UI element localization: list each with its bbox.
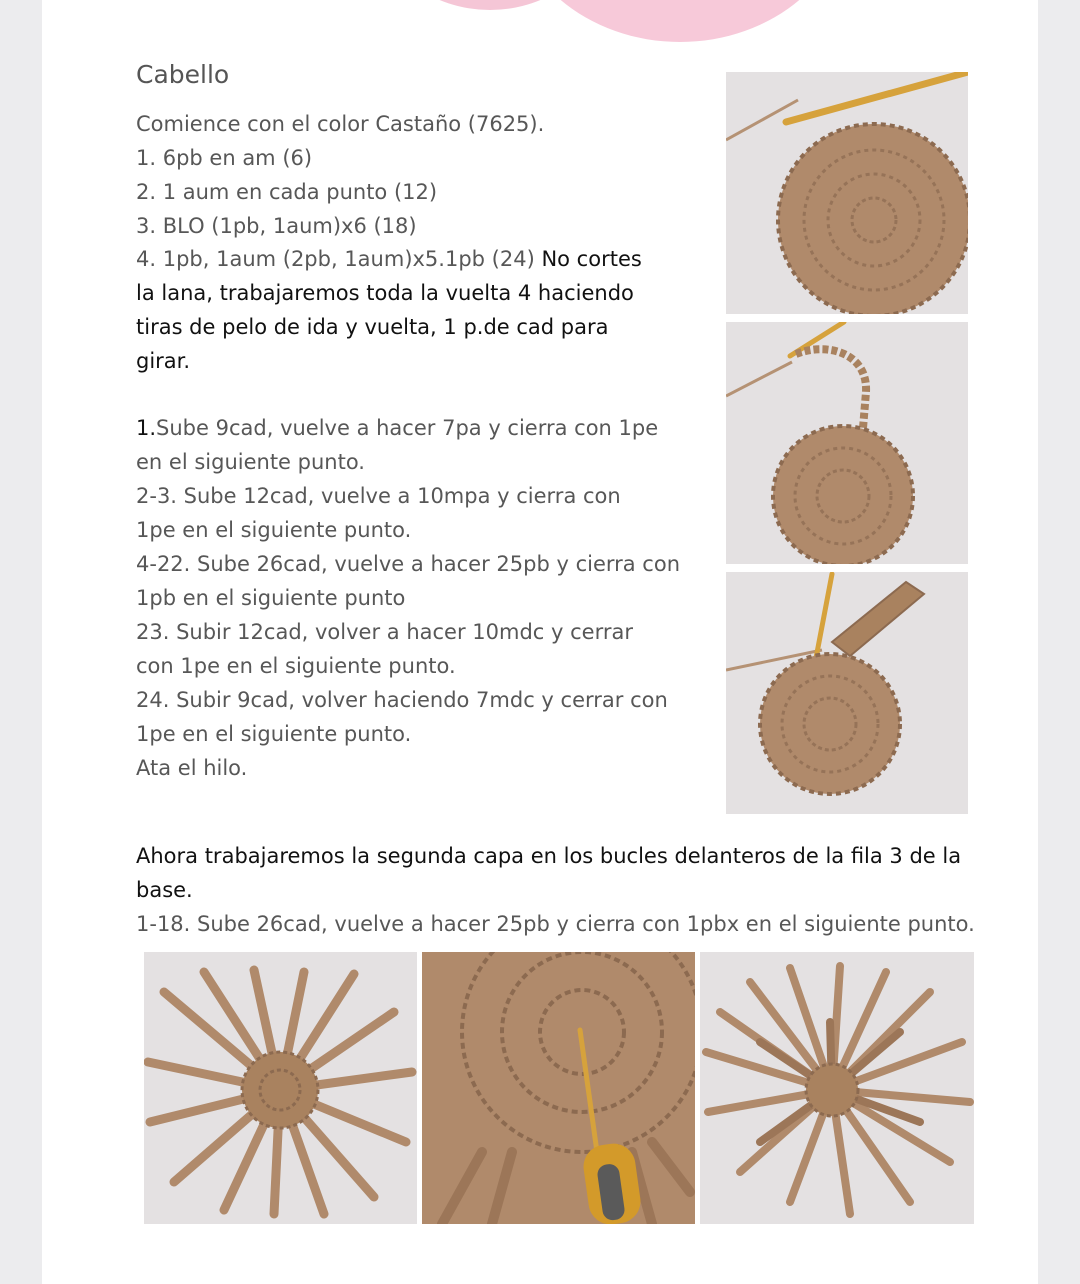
round4-line	[136, 242, 642, 276]
step-line: 1pe en el siguiente punto.	[136, 518, 412, 542]
step-line: 24. Subir 9cad, volver haciendo 7mdc y cerrar con	[136, 688, 668, 712]
round4-note: la lana, trabajaremos toda la vuelta 4 haciendo	[136, 281, 634, 305]
decorative-pink-circle	[510, 0, 850, 42]
document-page	[42, 0, 1038, 1284]
step-line	[136, 411, 658, 445]
step-line: 1pb en el siguiente punto	[136, 586, 406, 610]
step-line: Ata el hilo.	[136, 756, 248, 780]
round4-black-text: No cortes	[541, 247, 642, 271]
section-title: Cabello	[136, 60, 230, 89]
intro-line: 1. 6pb en am (6)	[136, 146, 313, 170]
photo-closeup-with-hook	[422, 952, 695, 1224]
second-layer-text: base.	[136, 878, 193, 902]
step-line: 4-22. Sube 26cad, vuelve a hacer 25pb y cierra con	[136, 552, 681, 576]
photo-crochet-circle-with-strip	[726, 572, 968, 814]
intro-line: 2. 1 aum en cada punto (12)	[136, 180, 438, 204]
intro-line: Comience con el color Castaño (7625).	[136, 112, 545, 136]
photo-hair-strands-flat	[144, 952, 417, 1224]
step-line: 23. Subir 12cad, volver a hacer 10mdc y cerrar	[136, 620, 633, 644]
round4-note: girar.	[136, 349, 191, 373]
second-layer-text: Ahora trabajaremos la segunda capa en los bucles delanteros de la fila 3 de la	[136, 844, 962, 868]
step-text: Sube 9cad, vuelve a hacer 7pa y cierra con 1pe	[156, 416, 659, 440]
round4-gray-text: 4. 1pb, 1aum (2pb, 1aum)x5.1pb (24)	[136, 247, 542, 271]
step-line: con 1pe en el siguiente punto.	[136, 654, 456, 678]
step-line: 2-3. Sube 12cad, vuelve a 10mpa y cierra con	[136, 484, 621, 508]
step-line: en el siguiente punto.	[136, 450, 365, 474]
step-line: 1pe en el siguiente punto.	[136, 722, 412, 746]
intro-line: 3. BLO (1pb, 1aum)x6 (18)	[136, 214, 417, 238]
second-layer-step: 1-18. Sube 26cad, vuelve a hacer 25pb y cierra con 1pbx en el siguiente punto.	[136, 912, 975, 936]
step-lead: 1.	[136, 416, 157, 440]
photo-crochet-circle-with-chain	[726, 322, 968, 564]
photo-hair-two-layers	[700, 952, 974, 1224]
photo-crochet-circle-with-hook	[726, 72, 968, 314]
round4-note: tiras de pelo de ida y vuelta, 1 p.de cad para	[136, 315, 609, 339]
